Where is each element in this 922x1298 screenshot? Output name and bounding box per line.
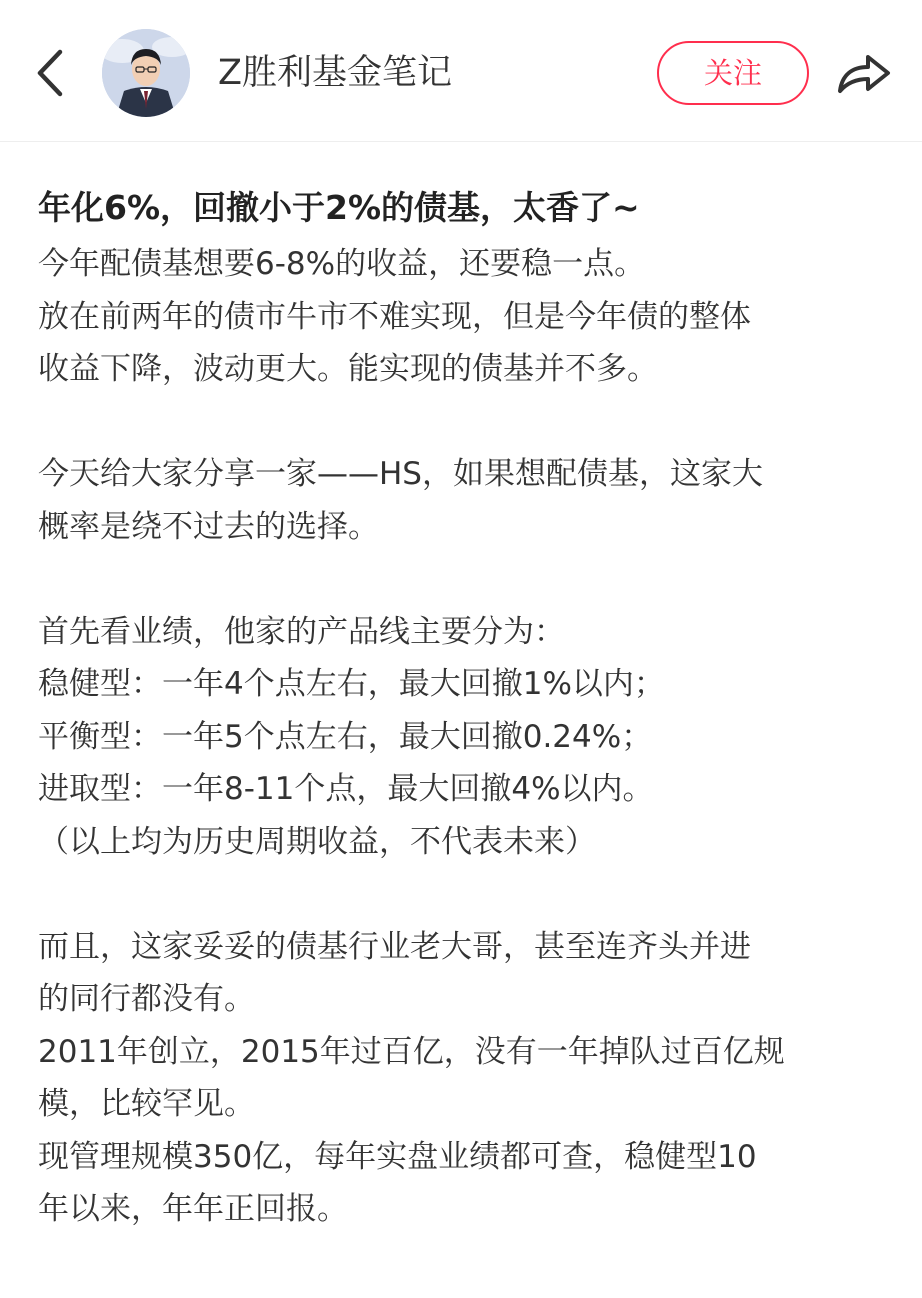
post-line: 今天给大家分享一家——HS，如果想配债基，这家大 — [38, 456, 763, 492]
post-line: 首先看业绩，他家的产品线主要分为： — [38, 613, 565, 650]
post-line: 2011年创立，2015年过百亿，没有一年掉队过百亿规 — [38, 1033, 785, 1070]
post-line: 收益下降，波动更大。能实现的债基并不多。 — [38, 351, 658, 387]
post-line: 放在前两年的债市牛市不难实现，但是今年债的整体 — [38, 298, 751, 335]
post-line: 今年配债基想要6-8%的收益，还要稳一点。 — [38, 246, 646, 282]
chevron-left-icon — [30, 46, 70, 100]
post-line: 平衡型：一年5个点左右，最大回撤0.24%； — [38, 718, 653, 755]
post-line: 稳健型：一年4个点左右，最大回撤1%以内； — [38, 666, 665, 702]
avatar-illustration — [102, 29, 190, 117]
post-line: 概率是绕不过去的选择。 — [38, 508, 379, 545]
post-body — [38, 238, 898, 1236]
avatar[interactable] — [102, 29, 190, 117]
back-button[interactable] — [30, 46, 70, 100]
post-content — [38, 182, 898, 1236]
post-line — [38, 868, 898, 921]
post-line: （以上均为历史周期收益，不代表未来） — [38, 823, 596, 860]
post-line — [38, 553, 898, 606]
post-line: 进取型：一年8-11个点，最大回撤4%以内。 — [38, 771, 654, 807]
share-arrow-icon — [834, 45, 892, 103]
post-line: 年以来，年年正回报。 — [38, 1191, 348, 1227]
post-line: 模，比较罕见。 — [38, 1086, 255, 1122]
post-line: 而且，这家妥妥的债基行业老大哥，甚至连齐头并进 — [38, 928, 751, 965]
post-line — [38, 396, 898, 449]
post-line: 的同行都没有。 — [38, 981, 255, 1017]
follow-button[interactable]: 关注 — [657, 41, 809, 105]
author-name[interactable]: Z胜利基金笔记 — [218, 53, 452, 93]
post-line: 现管理规模350亿，每年实盘业绩都可查，稳健型10 — [38, 1138, 757, 1175]
top-bar — [0, 0, 922, 142]
share-button[interactable] — [834, 45, 892, 103]
post-title: 年化6%，回撤小于2%的债基，太香了~ — [38, 188, 640, 227]
